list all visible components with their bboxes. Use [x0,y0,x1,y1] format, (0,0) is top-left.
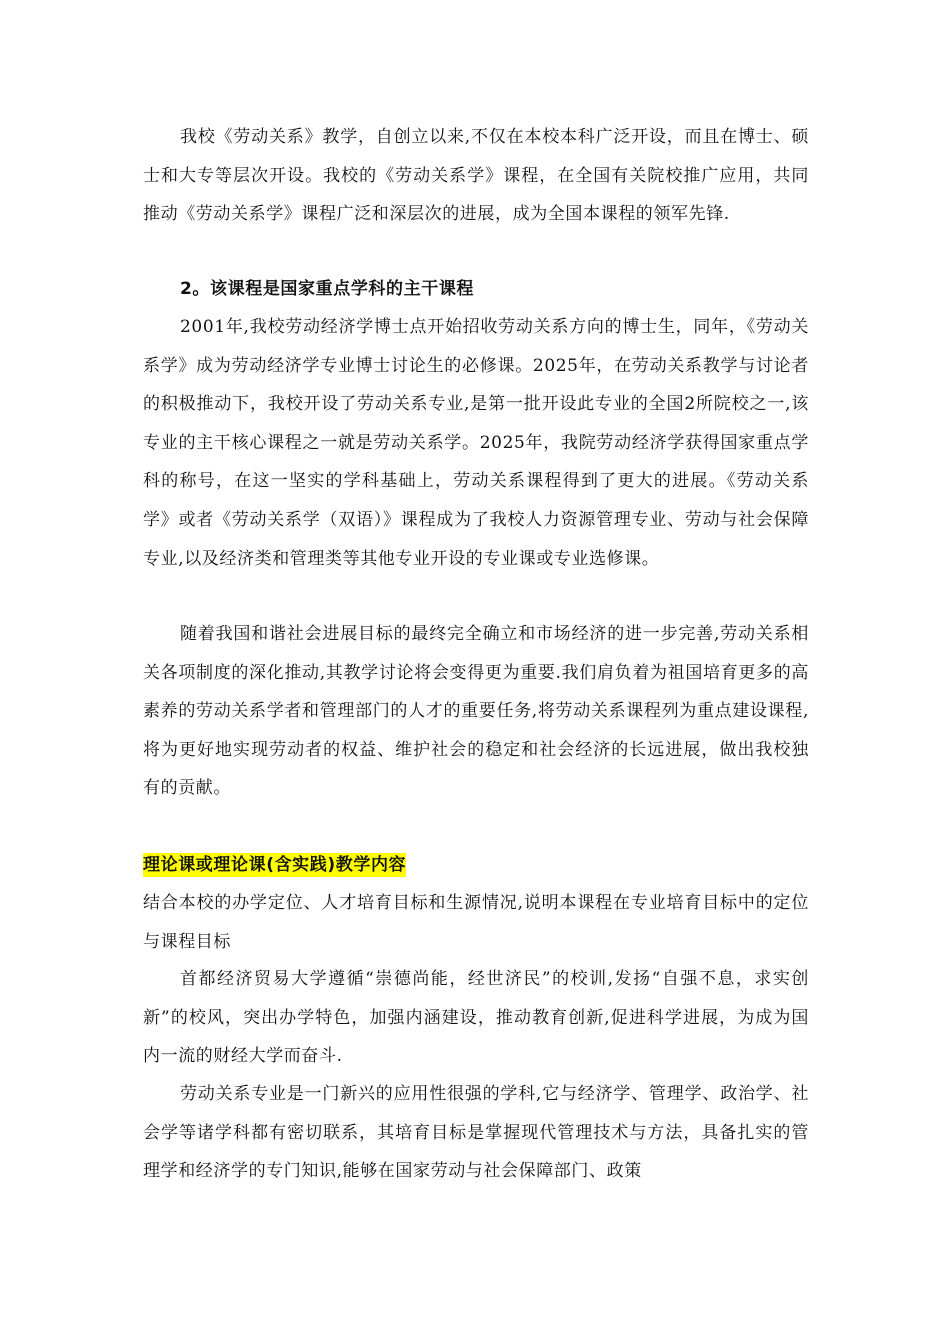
paragraph-university-motto: 首都经济贸易大学遵循“崇德尚能，经世济民”的校训,发扬“自强不息，求实创新”的校风，突出办学特色，加强内涵建设，推动教育创新,促进科学进展，为成为国内一流的财经大学而奋斗. [143,969,809,1067]
paragraph-key-discipline: 2001年,我校劳动经济学博士点开始招收劳动关系方向的博士生，同年，《劳动关系学》成为劳动经济学专业博士讨论生的必修课。2025年，在劳动关系教学与讨论者的积极推动下，我校开设了劳动关系专业,是第一批开设此专业的全国2所院校之一,该专业的主干核心课程之一就是劳动关系学。2025年，我院劳动经济学获得国家重点学科的称号，在这一坚实的学科基础上，劳动关系课程得到了更大的进展。《劳动关系学》或者《劳动关系学（双语）》课程成为了我校人力资源管理专业、劳动与社会保障专业,以及经济类和管理类等其他专业开设的专业课或专业选修课。 [143,317,809,569]
section-title-highlight: 理论课或理论课(含实践)教学内容 [143,855,407,875]
paragraph-positioning-prompt: 结合本校的办学定位、人才培育目标和生源情况,说明本课程在专业培育目标中的定位与课程目标 [143,893,809,952]
paragraph-future-importance: 随着我国和谐社会进展目标的最终完全确立和市场经济的进一步完善,劳动关系相关各项制度的深化推动,其教学讨论将会变得更为重要.我们肩负着为祖国培育更多的高素养的劳动关系学者和管理部门的人才的重要任务,将劳动关系课程列为重点建设课程,将为更好地实现劳动者的权益、维护社会的稳定和社会经济的长远进展，做出我校独有的贡献。 [143,624,809,799]
subheading-key-discipline: 2。该课程是国家重点学科的主干课程 [180,279,475,299]
paragraph-course-history: 我校《劳动关系》教学，自创立以来,不仅在本校本科广泛开设，而且在博士、硕士和大专等层次开设。我校的《劳动关系学》课程，在全国有关院校推广应用，共同推动《劳动关系学》课程广泛和深层次的进展，成为全国本课程的领军先锋. [143,127,809,225]
paragraph-major-objectives: 劳动关系专业是一门新兴的应用性很强的学科,它与经济学、管理学、政治学、社会学等诸学科都有密切联系，其培育目标是掌握现代管理技术与方法，具备扎实的管理学和经济学的专门知识,能够在国家劳动与社会保障部门、政策 [143,1084,809,1182]
section-title-teaching-content [143,846,809,885]
